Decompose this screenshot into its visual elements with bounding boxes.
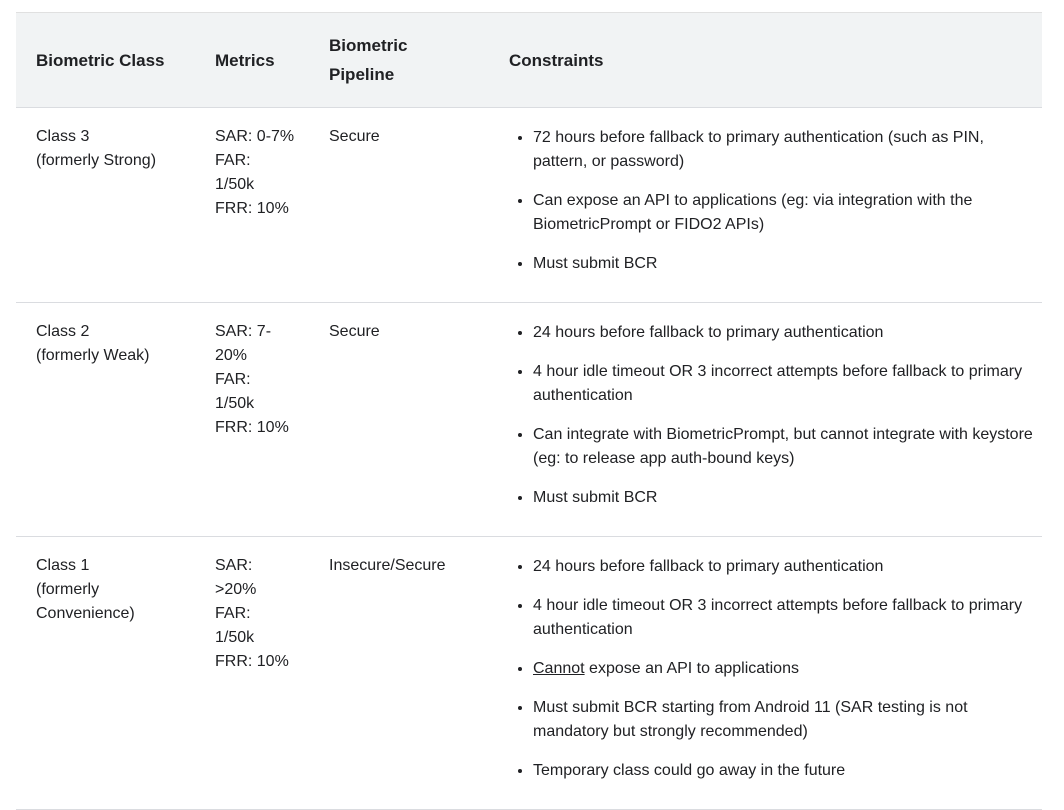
constraint-item: • 4 hour idle timeout OR 3 incorrect attempts before fallback to primary authentication bbox=[533, 593, 1042, 642]
constraint-item: • Must submit BCR starting from Android 11 (SAR testing is not mandatory but strongly recommended) bbox=[533, 695, 1042, 744]
cell-biometric-class bbox=[16, 108, 195, 303]
class-former-name: Convenience) bbox=[36, 605, 135, 622]
class-name: Class 2 bbox=[36, 323, 90, 340]
metric-line: FAR: bbox=[215, 371, 251, 388]
header-biometric-class: Biometric Class bbox=[16, 13, 195, 108]
constraint-item: • Must submit BCR bbox=[533, 485, 1042, 510]
header-pipeline-line1: Biometric bbox=[329, 36, 408, 55]
constraint-item: • Can expose an API to applications (eg: via integration with the BiometricPrompt or FIDO2 APIs) bbox=[533, 188, 1042, 237]
constraints-list bbox=[509, 320, 1042, 510]
metric-line: 1/50k bbox=[215, 629, 255, 646]
class-name: Class 1 bbox=[36, 557, 90, 574]
cannot-rest-text: expose an API to applications bbox=[584, 660, 799, 677]
cell-pipeline: Secure bbox=[309, 303, 489, 537]
cell-constraints bbox=[489, 303, 1042, 537]
metric-line: 1/50k bbox=[215, 395, 255, 412]
header-biometric-pipeline bbox=[309, 13, 489, 108]
cell-constraints bbox=[489, 537, 1042, 810]
constraint-item bbox=[533, 656, 1042, 681]
table-row-class-2 bbox=[16, 303, 1042, 537]
metric-line: FAR: bbox=[215, 152, 251, 169]
constraint-item: • 4 hour idle timeout OR 3 incorrect attempts before fallback to primary authentication bbox=[533, 359, 1042, 408]
metric-line: FRR: 10% bbox=[215, 419, 289, 436]
header-constraints: Constraints bbox=[489, 13, 1042, 108]
class-former-name: (formerly Strong) bbox=[36, 152, 157, 169]
header-row bbox=[16, 13, 1042, 108]
cell-constraints bbox=[489, 108, 1042, 303]
cell-biometric-class bbox=[16, 537, 195, 810]
metric-line: SAR: 7- bbox=[215, 323, 272, 340]
metric-line: 20% bbox=[215, 347, 248, 364]
table-row-class-1 bbox=[16, 537, 1042, 810]
constraints-list bbox=[509, 125, 1042, 276]
header-metrics: Metrics bbox=[195, 13, 309, 108]
cell-metrics bbox=[195, 537, 309, 810]
metric-line: SAR: bbox=[215, 557, 253, 574]
cell-pipeline: Insecure/Secure bbox=[309, 537, 489, 810]
metric-line: >20% bbox=[215, 581, 257, 598]
metric-line: FAR: bbox=[215, 605, 251, 622]
class-name: Class 3 bbox=[36, 128, 90, 145]
metric-line: FRR: 10% bbox=[215, 200, 289, 217]
constraint-item: • 24 hours before fallback to primary authentication bbox=[533, 320, 1042, 345]
constraint-item: • Temporary class could go away in the future bbox=[533, 758, 1042, 783]
cell-metrics bbox=[195, 108, 309, 303]
constraints-list bbox=[509, 554, 1042, 783]
biometric-class-table bbox=[16, 12, 1042, 810]
class-former-name: (formerly bbox=[36, 581, 100, 598]
cell-pipeline: Secure bbox=[309, 108, 489, 303]
constraint-item: • Must submit BCR bbox=[533, 251, 1042, 276]
table-header bbox=[16, 13, 1042, 108]
cell-biometric-class bbox=[16, 303, 195, 537]
table-row-class-3 bbox=[16, 108, 1042, 303]
metric-line: SAR: 0-7% bbox=[215, 128, 295, 145]
metric-line: FRR: 10% bbox=[215, 653, 289, 670]
constraint-item: • 72 hours before fallback to primary authentication (such as PIN, pattern, or password) bbox=[533, 125, 1042, 174]
class-former-name: (formerly Weak) bbox=[36, 347, 150, 364]
cell-metrics bbox=[195, 303, 309, 537]
table-body bbox=[16, 108, 1042, 810]
cannot-emphasis: Cannot bbox=[533, 660, 585, 677]
biometric-class-table-container bbox=[16, 12, 1042, 810]
metric-line: 1/50k bbox=[215, 176, 255, 193]
header-pipeline-line2: Pipeline bbox=[329, 65, 395, 84]
constraint-item: • 24 hours before fallback to primary authentication bbox=[533, 554, 1042, 579]
constraint-item: • Can integrate with BiometricPrompt, but cannot integrate with keystore (eg: to release app auth-bound keys) bbox=[533, 422, 1042, 471]
